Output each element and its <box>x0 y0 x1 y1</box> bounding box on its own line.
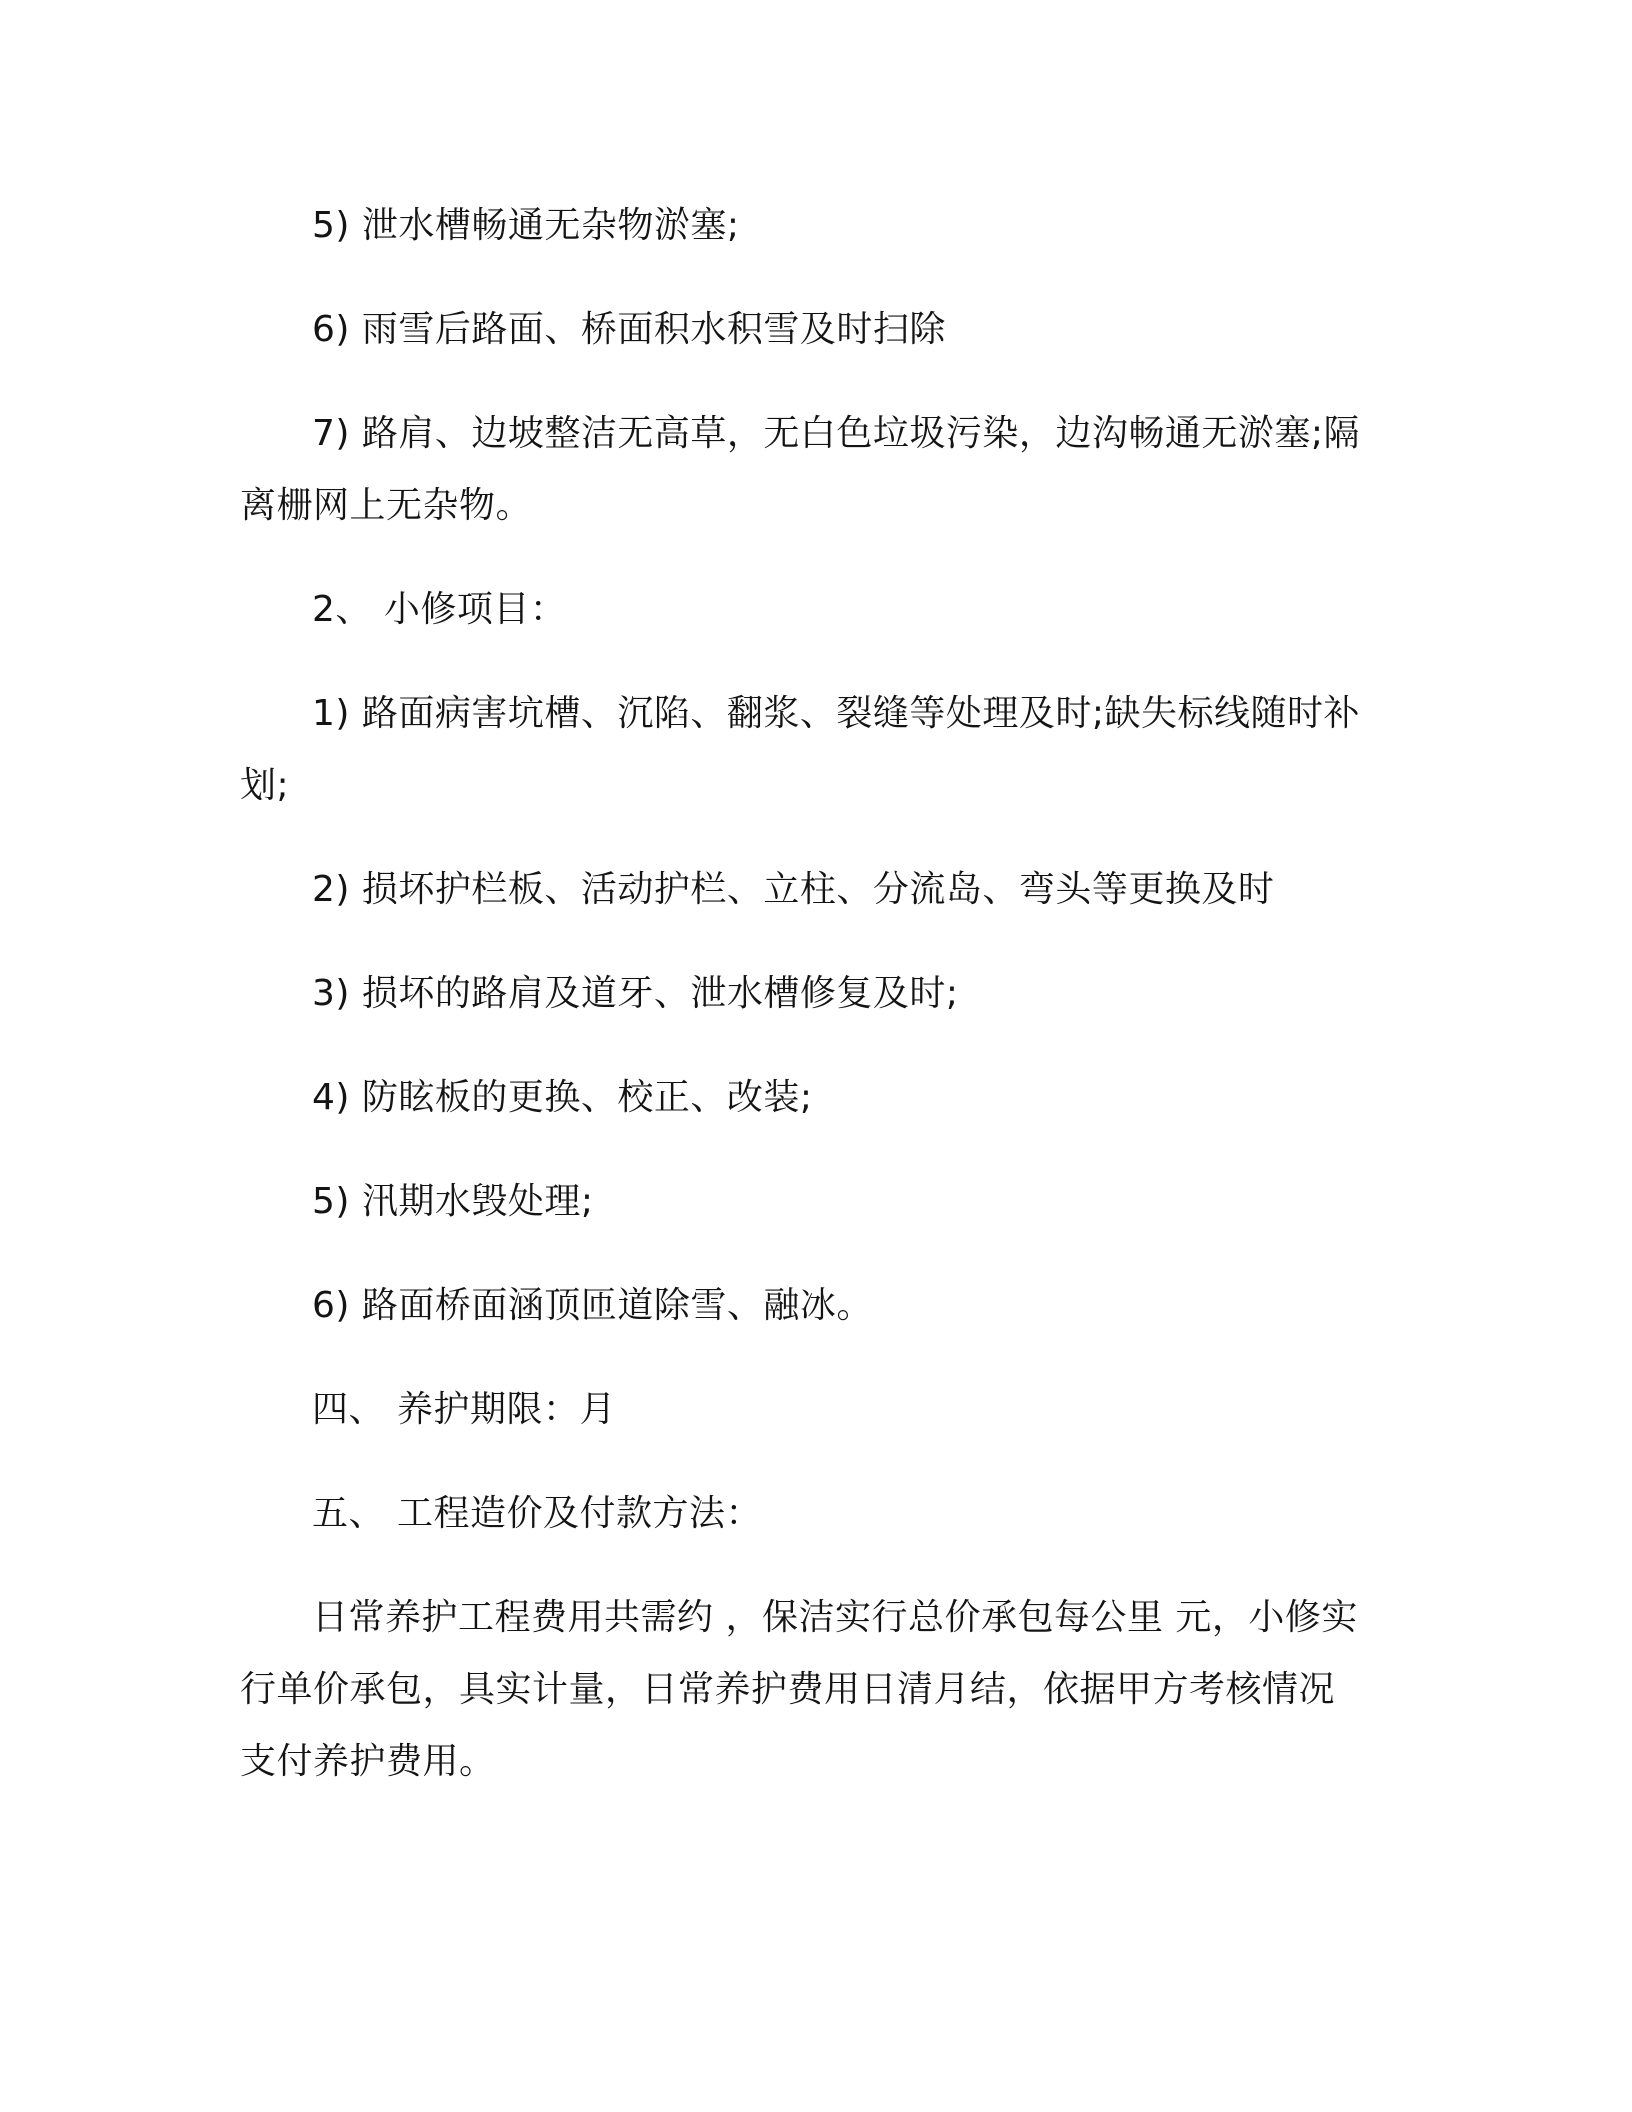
paragraph-guardrail-replace: 2) 损坏护栏板、活动护栏、立柱、分流岛、弯头等更换及时 <box>312 869 1275 910</box>
paragraph-shoulder-slope: 7) 路肩、边坡整洁无高草，无白色垃圾污染，边沟畅通无淤塞;隔离栅网上无杂物。 <box>240 413 1361 526</box>
paragraph-antiglare: 4) 防眩板的更换、校正、改装; <box>312 1077 813 1118</box>
paragraph-shoulder-repair: 3) 损坏的路肩及道牙、泄水槽修复及时; <box>312 973 959 1014</box>
heading-minor-repair: 2、 小修项目： <box>312 589 567 630</box>
heading-maintenance-period: 四、 养护期限：月 <box>312 1389 616 1430</box>
paragraph-pavement-defects: 1) 路面病害坑槽、沉陷、翻浆、裂缝等处理及时;缺失标线随时补划; <box>240 693 1361 806</box>
paragraph-flood-damage: 5) 汛期水毁处理; <box>312 1181 594 1222</box>
document-body <box>240 190 1370 1798</box>
paragraph-deicing: 6) 路面桥面涵顶匝道除雪、融冰。 <box>312 1285 873 1326</box>
heading-cost-payment: 五、 工程造价及付款方法： <box>312 1493 762 1534</box>
paragraph-snow-removal: 6) 雨雪后路面、桥面积水积雪及时扫除 <box>312 309 946 350</box>
paragraph-cost-details: 日常养护工程费用共需约 ，保洁实行总价承包每公里 元，小修实行单价承包，具实计量，日常养护费用日清月结，依据甲方考核情况支付养护费用。 <box>240 1597 1358 1782</box>
paragraph-drain-clear: 5) 泄水槽畅通无杂物淤塞; <box>312 205 740 246</box>
